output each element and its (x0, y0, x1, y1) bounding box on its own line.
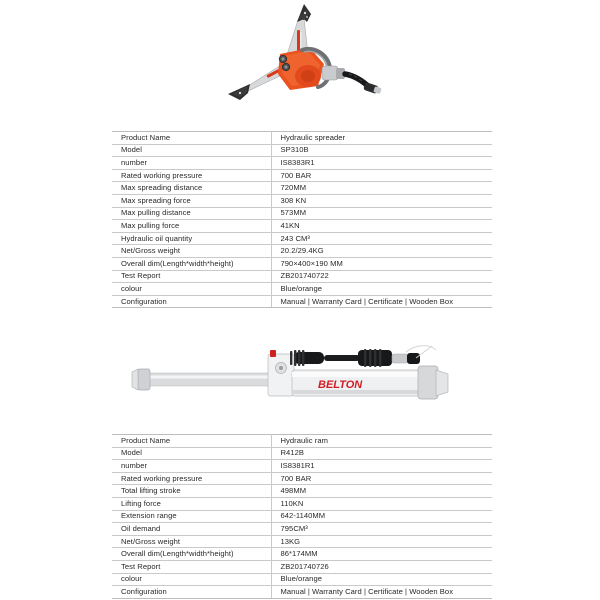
spec-label: colour (112, 573, 271, 586)
spec-value: 700 BAR (271, 169, 492, 182)
spec-value: 498MM (271, 485, 492, 498)
table-row (112, 497, 492, 510)
table-row (112, 182, 492, 195)
spec-label: Test Report (112, 560, 271, 573)
table-row (112, 257, 492, 270)
spec-label: Net/Gross weight (112, 535, 271, 548)
spreader-illustration (218, 2, 388, 120)
spec-value: R412B (271, 447, 492, 460)
spec-value: 795CM³ (271, 523, 492, 536)
table-row (112, 548, 492, 561)
table-row (112, 573, 492, 586)
spec-value: Hydraulic spreader (271, 132, 492, 145)
spec-label: number (112, 157, 271, 170)
table-row (112, 157, 492, 170)
spec-label: colour (112, 283, 271, 296)
spec-value: Manual | Warranty Card | Certificate | Wooden Box (271, 295, 492, 308)
table-row (112, 447, 492, 460)
table-row (112, 132, 492, 145)
ram-illustration (118, 332, 486, 424)
table-row (112, 485, 492, 498)
spec-label: Product Name (112, 132, 271, 145)
spec-label: Net/Gross weight (112, 245, 271, 258)
table-row (112, 560, 492, 573)
spec-label: Hydraulic oil quantity (112, 232, 271, 245)
table-row (112, 472, 492, 485)
spec-value: 41KN (271, 220, 492, 233)
spec-value: 110KN (271, 497, 492, 510)
table-row (112, 232, 492, 245)
spec-label: Model (112, 144, 271, 157)
spec-value: 308 KN (271, 194, 492, 207)
spec-label: Max spreading distance (112, 182, 271, 195)
table-row (112, 460, 492, 473)
table-row (112, 586, 492, 599)
spec-value: 20.2/29.4KG (271, 245, 492, 258)
hydraulic-spreader-image (218, 2, 388, 120)
table-row (112, 535, 492, 548)
spec-value: 642-1140MM (271, 510, 492, 523)
spec-label: Total lifting stroke (112, 485, 271, 498)
ram-spec-table (112, 434, 492, 599)
table-row (112, 220, 492, 233)
ram-spec-table-body (112, 435, 492, 599)
spec-label: Overall dim(Length*width*height) (112, 548, 271, 561)
spec-value: 13KG (271, 535, 492, 548)
spec-label: Extension range (112, 510, 271, 523)
table-row (112, 283, 492, 296)
ram-cylinder-body (292, 366, 448, 399)
spec-value: Manual | Warranty Card | Certificate | Wooden Box (271, 586, 492, 599)
table-row (112, 169, 492, 182)
spec-value: 720MM (271, 182, 492, 195)
table-row (112, 523, 492, 536)
spec-label: Oil demand (112, 523, 271, 536)
spec-value: 700 BAR (271, 472, 492, 485)
table-row (112, 295, 492, 308)
spec-value: 790×400×190 MM (271, 257, 492, 270)
hydraulic-ram-image (118, 332, 486, 424)
table-row (112, 270, 492, 283)
spec-value: Hydraulic ram (271, 435, 492, 448)
spec-label: Max spreading force (112, 194, 271, 207)
table-row (112, 207, 492, 220)
spec-label: Test Report (112, 270, 271, 283)
spec-value: 243 CM³ (271, 232, 492, 245)
spec-value: 86*174MM (271, 548, 492, 561)
spec-label: number (112, 460, 271, 473)
spec-label: Lifting force (112, 497, 271, 510)
spec-label: Rated working pressure (112, 472, 271, 485)
table-row (112, 194, 492, 207)
spec-value: 573MM (271, 207, 492, 220)
spec-value: Blue/orange (271, 573, 492, 586)
spreader-spec-table (112, 131, 492, 308)
spec-value: Blue/orange (271, 283, 492, 296)
spreader-spec-table-body (112, 132, 492, 308)
spec-label: Max pulling distance (112, 207, 271, 220)
spec-value: ZB201740726 (271, 560, 492, 573)
spec-label: Model (112, 447, 271, 460)
spec-label: Max pulling force (112, 220, 271, 233)
spec-value: IS8381R1 (271, 460, 492, 473)
spec-label: Configuration (112, 586, 271, 599)
spec-value: SP310B (271, 144, 492, 157)
spec-value: IS8383R1 (271, 157, 492, 170)
table-row (112, 435, 492, 448)
spec-label: Rated working pressure (112, 169, 271, 182)
spec-label: Product Name (112, 435, 271, 448)
table-row (112, 144, 492, 157)
spec-label: Overall dim(Length*width*height) (112, 257, 271, 270)
table-row (112, 245, 492, 258)
spec-label: Configuration (112, 295, 271, 308)
table-row (112, 510, 492, 523)
spec-value: ZB201740722 (271, 270, 492, 283)
ram-brand-text: BELTON (318, 379, 363, 391)
